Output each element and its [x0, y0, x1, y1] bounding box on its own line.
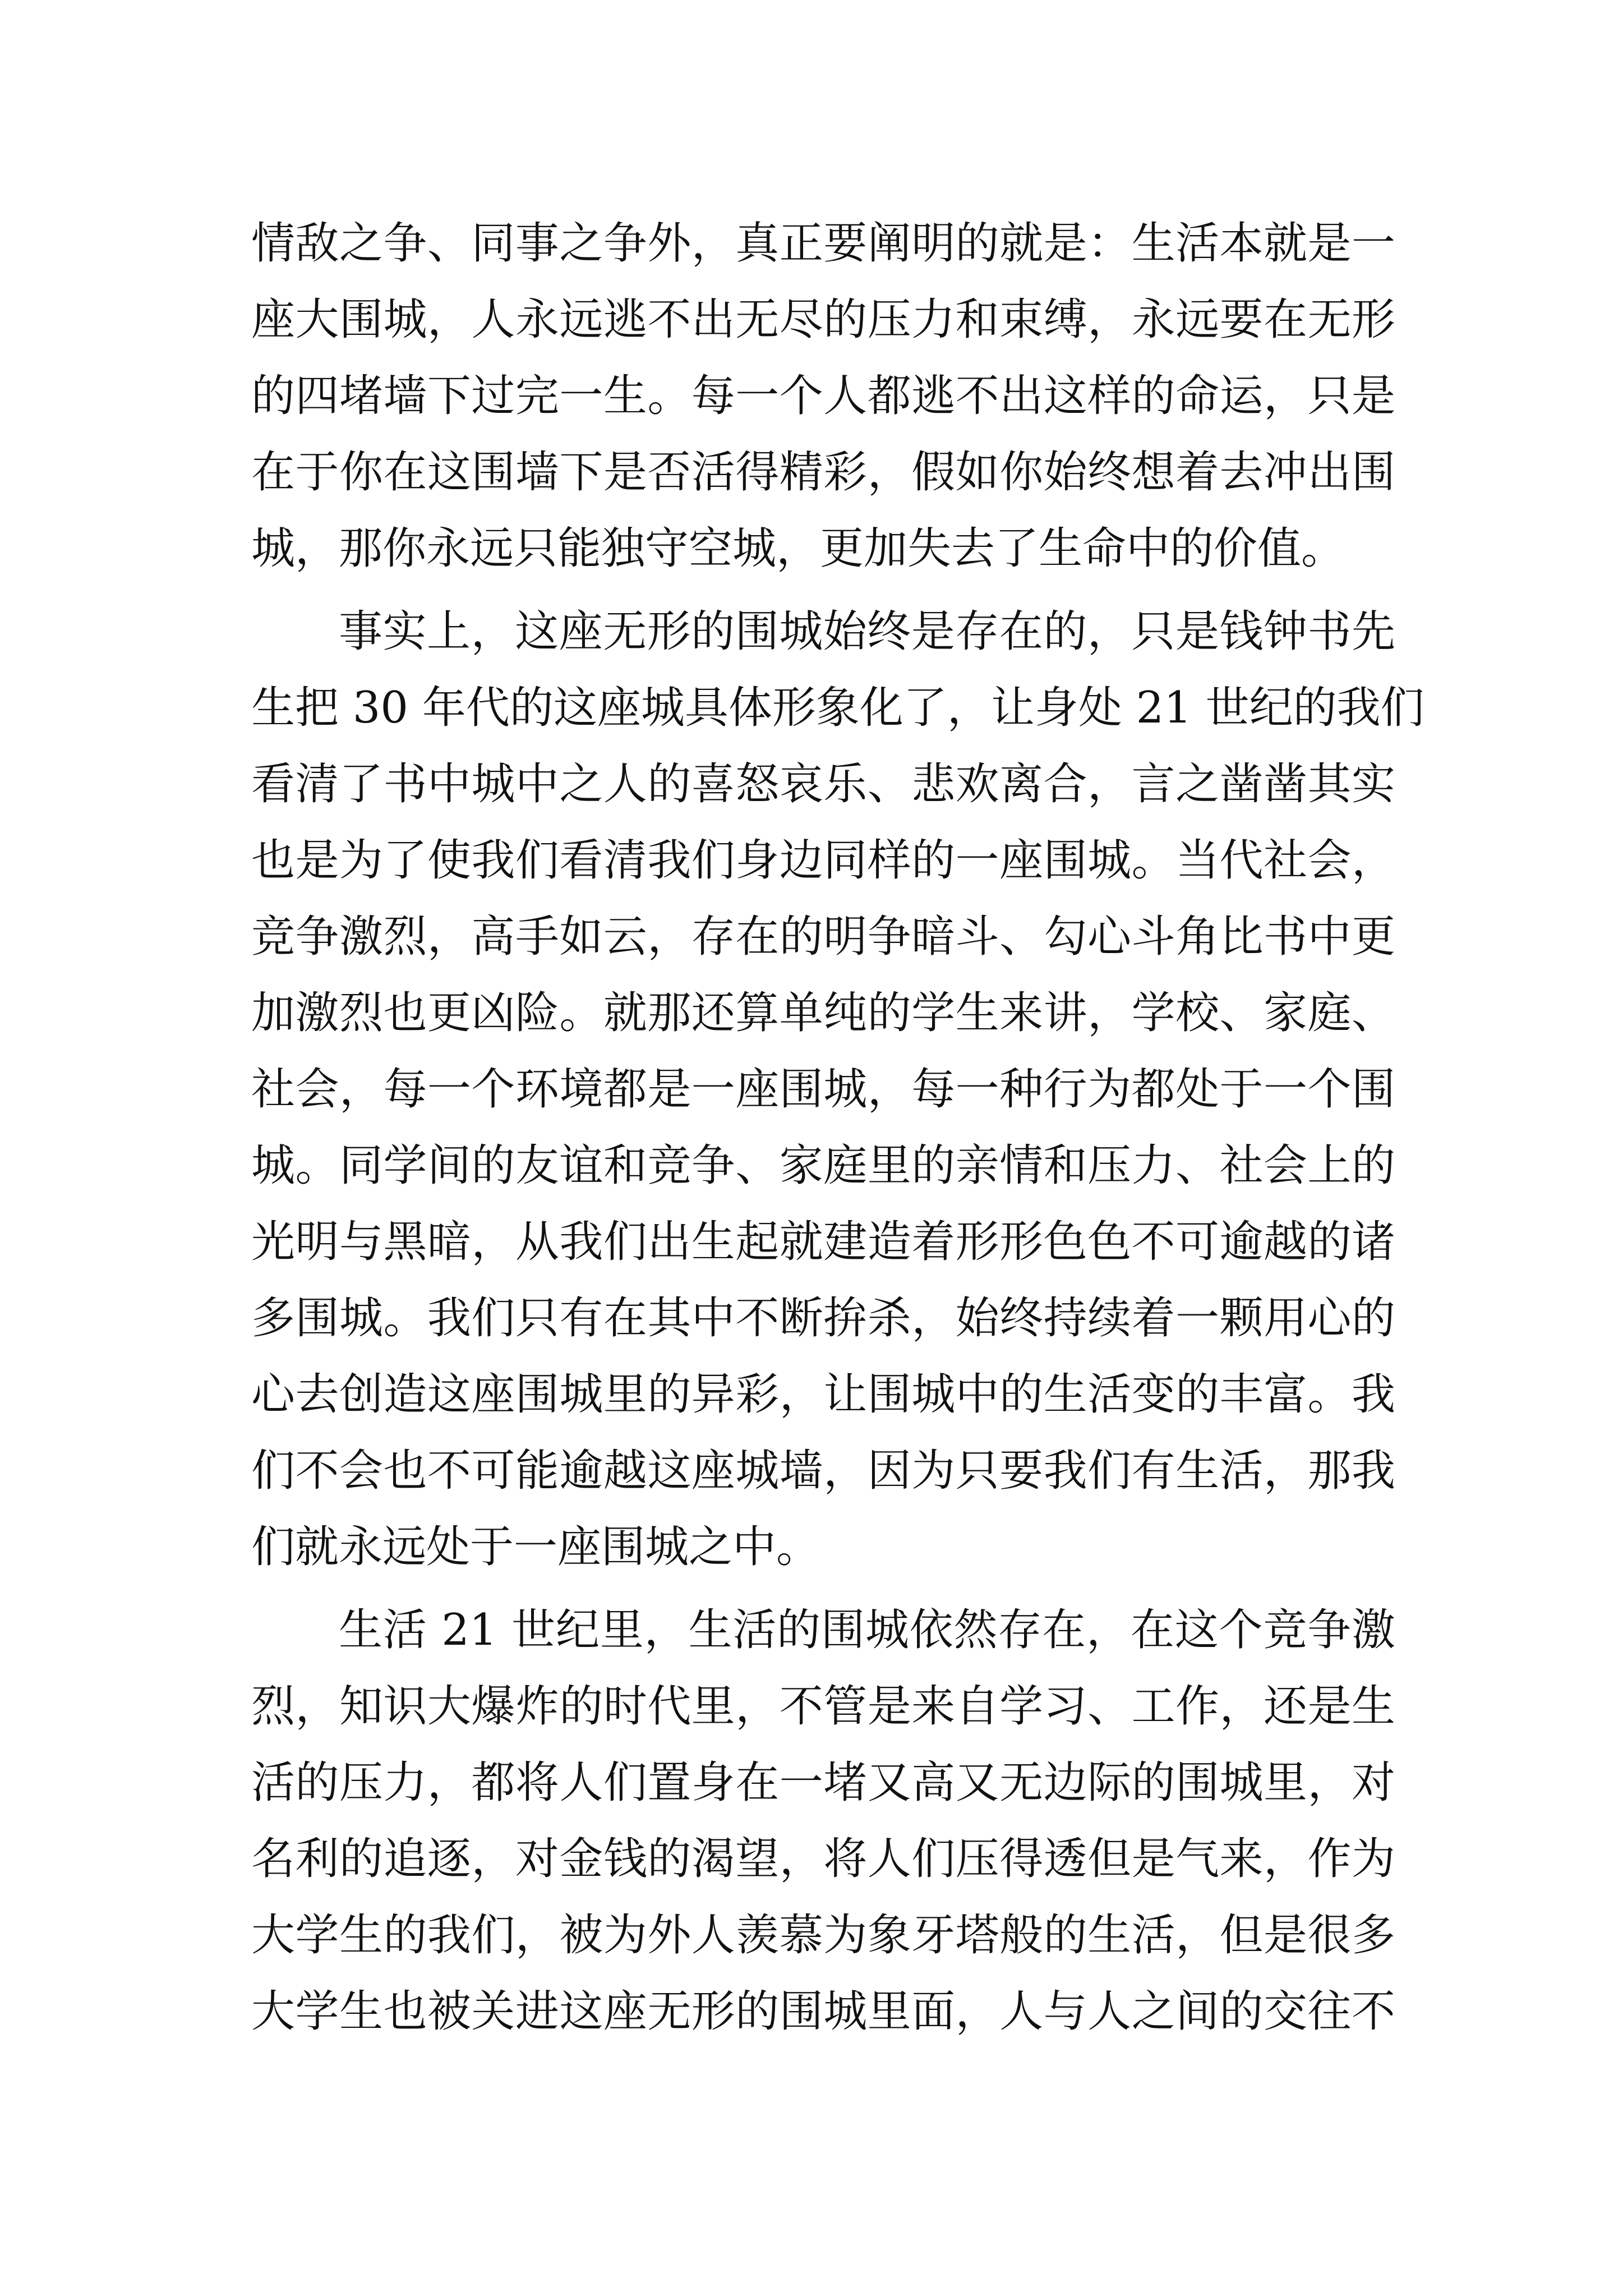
text-line: 在于你在这围墙下是否活得精彩，假如你始终想着去冲出围: [251, 447, 1395, 498]
text-line: 心去创造这座围城里的异彩，让围城中的生活变的丰富。我: [251, 1369, 1395, 1420]
text-line: 们就永远处于一座围城之中。: [251, 1522, 820, 1572]
body-text: [251, 205, 1424, 2050]
text-line: 竞争激烈，高手如云，存在的明争暗斗、勾心斗角比书中更: [251, 912, 1395, 962]
text-line: 大学生的我们，被为外人羡慕为象牙塔般的生活，但是很多: [251, 1910, 1395, 1961]
text-line: 生把 30 年代的这座城具体形象化了，让身处 21 世纪的我们: [251, 683, 1424, 733]
text-line: 烈，知识大爆炸的时代里，不管是来自学习、工作，还是生: [251, 1681, 1395, 1732]
text-line: 城。同学间的友谊和竞争、家庭里的亲情和压力、社会上的: [251, 1140, 1395, 1191]
text-line: 情敌之争、同事之争外，真正要阐明的就是：生活本就是一: [251, 218, 1395, 269]
paragraph-3: [251, 1592, 1395, 2050]
text-line: 城，那你永远只能独守空城，更加失去了生命中的价值。: [251, 523, 1345, 574]
text-line: 也是为了使我们看清我们身边同样的一座围城。当代社会，: [251, 835, 1395, 886]
text-line: 活的压力，都将人们置身在一堵又高又无边际的围城里，对: [251, 1757, 1395, 1808]
text-line: 事实上，这座无形的围城始终是存在的，只是钱钟书先: [339, 606, 1395, 657]
text-line: 座大围城，人永远逃不出无尽的压力和束缚，永远要在无形: [251, 295, 1395, 345]
text-line: 的四堵墙下过完一生。每一个人都逃不出这样的命运，只是: [251, 371, 1395, 421]
paragraph-2: [251, 593, 1424, 1585]
text-line: 们不会也不可能逾越这座城墙，因为只要我们有生活，那我: [251, 1446, 1395, 1496]
text-line: 大学生也被关进这座无形的围城里面，人与人之间的交往不: [251, 1986, 1395, 2037]
text-line: 看清了书中城中之人的喜怒哀乐、悲欢离合，言之凿凿其实: [251, 759, 1395, 809]
text-line: 光明与黑暗，从我们出生起就建造着形形色色不可逾越的诸: [251, 1217, 1395, 1267]
text-line: 多围城。我们只有在其中不断拚杀，始终持续着一颗用心的: [251, 1293, 1395, 1343]
text-line: 社会，每一个环境都是一座围城，每一种行为都处于一个围: [251, 1064, 1395, 1115]
paragraph-1: [251, 205, 1395, 587]
text-line: 名利的追逐，对金钱的渴望，将人们压得透但是气来，作为: [251, 1834, 1395, 1884]
text-line: 加激烈也更凶险。就那还算单纯的学生来讲，学校、家庭、: [251, 988, 1395, 1038]
text-line: 生活 21 世纪里，生活的围城依然存在，在这个竞争激: [339, 1605, 1395, 1655]
